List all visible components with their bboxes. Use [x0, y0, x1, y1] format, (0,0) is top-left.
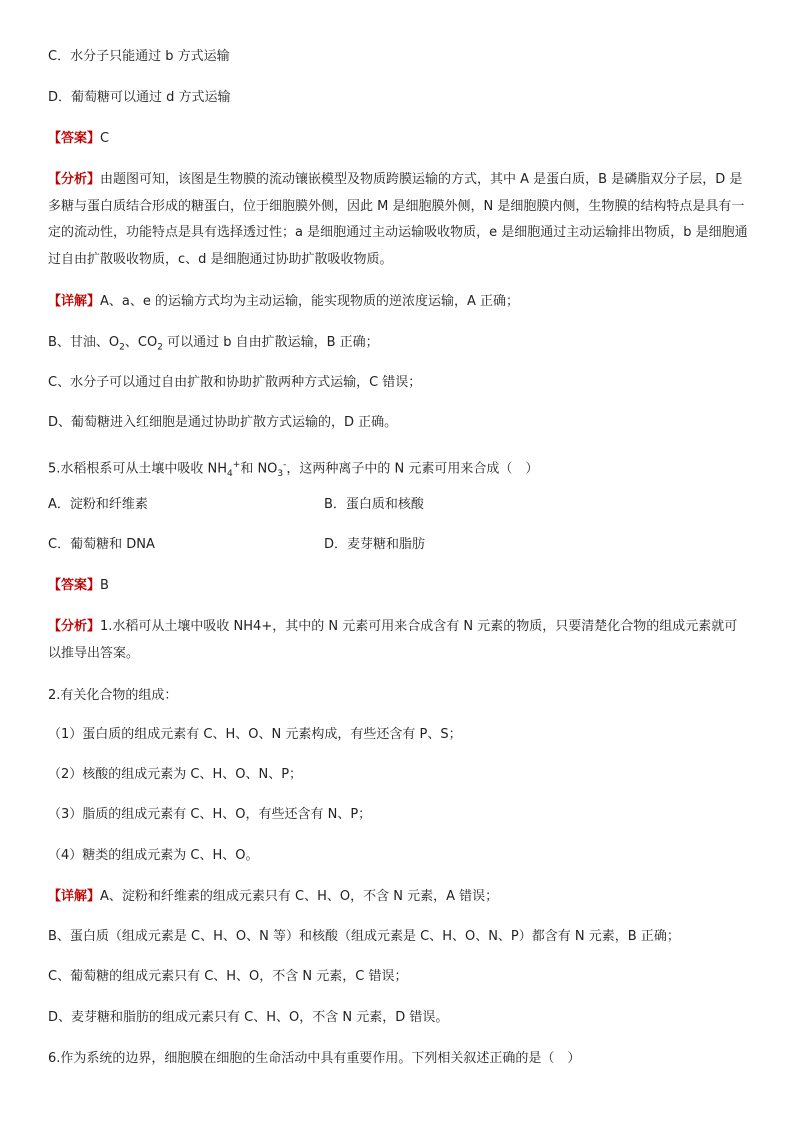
detail-text: 可以通过 b 自由扩散运输，B 正确； [162, 335, 379, 350]
q5-detail-c: C、葡萄糖的组成元素只有 C、H、O，不含 N 元素，C 错误； [48, 969, 408, 984]
q5-stem [48, 452, 748, 487]
q4-detail-d: D、葡萄糖进入红细胞是通过协助扩散方式运输的，D 正确。 [48, 415, 398, 430]
answer-value: C [100, 131, 110, 146]
answer-tag: 【答案】 [48, 131, 101, 146]
q5-option-d: D．麦芽糖和脂肪 [324, 537, 426, 552]
superscript: - [283, 460, 287, 470]
stem-text: ，这两种离子中的 N 元素可用来合成（ ） [286, 461, 539, 477]
detail-tag: 【详解】 [48, 294, 101, 309]
q4-detail-a [48, 289, 748, 315]
detail-text: A、a、e 的运输方式均为主动运输，能实现物质的逆浓度运输，A 正确； [100, 294, 520, 309]
superscript: + [232, 460, 241, 470]
q5-detail-a [48, 884, 748, 910]
q5-option-c: C．葡萄糖和 DNA [48, 537, 155, 552]
detail-text: A、淀粉和纤维素的组成元素只有 C、H、O，不含 N 元素，A 错误； [100, 889, 499, 904]
q5-point-2: 2.有关化合物的组成： [48, 688, 178, 703]
q4-detail-b [48, 330, 748, 361]
q5-point-2-3: （3）脂质的组成元素有 C、H、O，有些还含有 N、P； [48, 807, 372, 822]
q5-point-2-2: （2）核酸的组成元素为 C、H、O、N、P； [48, 767, 303, 782]
answer-value: B [100, 578, 109, 593]
q5-point-2-4: （4）糖类的组成元素为 C、H、O。 [48, 848, 259, 863]
subscript: 2 [157, 342, 163, 353]
detail-text: 、CO [124, 335, 158, 350]
q5-answer [48, 573, 748, 599]
subscript: 3 [277, 468, 284, 479]
analysis-tag: 【分析】 [48, 619, 101, 634]
detail-text: B、甘油、O [48, 335, 120, 350]
q5-detail-b: B、蛋白质（组成元素是 C、H、O、N 等）和核酸（组成元素是 C、H、O、N、P）都含有 N 元素，B 正确； [48, 929, 680, 944]
stem-text: 和 NO [240, 461, 278, 477]
analysis-text: 1.水稻可从土壤中吸收 NH4+，其中的 N 元素可用来合成含有 N 元素的物质，只要清楚化合物的组成元素就可以推导出答案。 [48, 619, 738, 661]
detail-tag: 【详解】 [48, 889, 101, 904]
q5-option-a: A．淀粉和纤维素 [48, 497, 148, 512]
q4-option-c: C．水分子只能通过 b 方式运输 [48, 49, 230, 64]
stem-text: 5.水稻根系可从土壤中吸收 NH [48, 461, 228, 477]
q5-detail-d: D、麦芽糖和脂肪的组成元素只有 C、H、O，不含 N 元素，D 错误。 [48, 1010, 449, 1025]
answer-tag: 【答案】 [48, 578, 101, 593]
subscript: 4 [227, 468, 233, 479]
analysis-tag: 【分析】 [48, 172, 101, 187]
q4-analysis [48, 167, 748, 273]
q5-point-2-1: （1）蛋白质的组成元素有 C、H、O、N 元素构成，有些还含有 P、S； [48, 727, 462, 742]
analysis-text: 由题图可知，该图是生物膜的流动镶嵌模型及物质跨膜运输的方式，其中 A 是蛋白质，B 是磷脂双分子层，D 是多糖与蛋白质结合形成的糖蛋白，位于细胞膜外侧，因此 M 是细胞膜外侧，N 是细胞膜内侧，生物膜的结构特点是具有一定的流动性，功能特点是具有选择透过性；a 是细胞通过主动运输吸收物质，e 是细胞通过主动运输排出物质，b 是细胞通过自由扩散吸收物质，c、d 是细胞通过协助扩散吸收物质。 [48, 172, 748, 267]
q4-answer [48, 126, 748, 152]
subscript: 2 [119, 342, 125, 353]
q5-analysis [48, 614, 748, 667]
q4-option-d: D．葡萄糖可以通过 d 方式运输 [48, 90, 231, 105]
q4-detail-c: C、水分子可以通过自由扩散和协助扩散两种方式运输，C 错误； [48, 375, 422, 390]
q6-stem: 6.作为系统的边界，细胞膜在细胞的生命活动中具有重要作用。下列相关叙述正确的是（ ） [48, 1051, 581, 1066]
q5-option-b: B．蛋白质和核酸 [324, 497, 424, 512]
